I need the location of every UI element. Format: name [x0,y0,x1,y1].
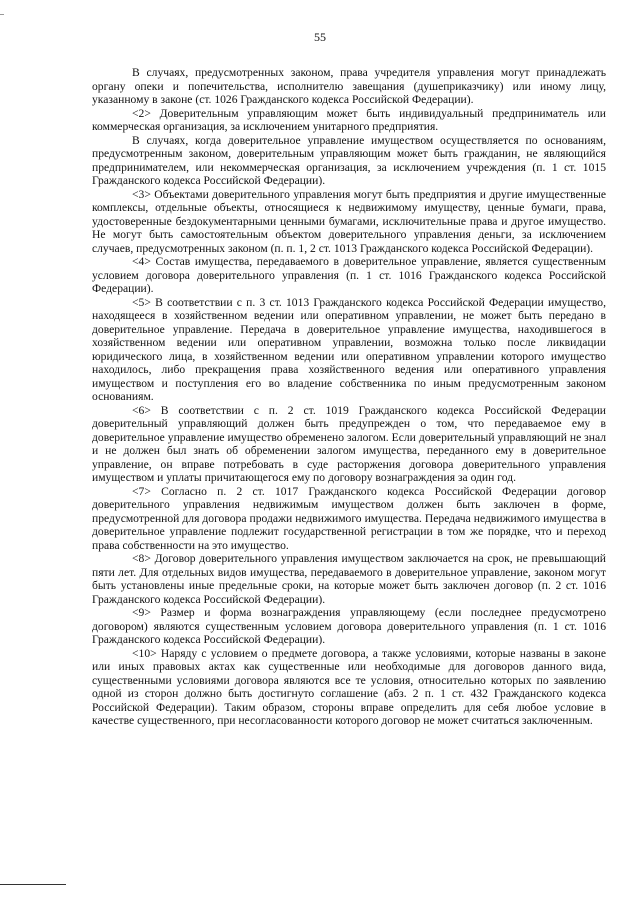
footnote-6: <6> В соответствии с п. 2 ст. 1019 Гражданского кодекса Российской Федерации доверительный управляющий должен быть предупрежден о том, что передаваемое ему в доверительное управление имущество обременено залогом. Если доверительный управляющий не знал и не должен был знать об обременении залогом имущества, переданного ему в доверительное управление, он вправе потребовать в суде расторжения договора доверительного управления имуществом и уплаты причитающегося ему по договору вознаграждения за один год. [92,403,606,484]
footnote-7: <7> Согласно п. 2 ст. 1017 Гражданского кодекса Российской Федерации договор доверительного управления недвижимым имуществом должен быть заключен в форме, предусмотренной для договора продажи недвижимого имущества. Передача недвижимого имущества в доверительное управление подлежит государственной регистрации в том же порядке, что и переход права собственности на это имущество. [92,484,606,552]
paragraph-1: В случаях, предусмотренных законом, права учредителя управления могут принадлежать органу опеки и попечительства, исполнителю завещания (душеприказчику) или иному лицу, указанному в законе (ст. 1026 Гражданского кодекса Российской Федерации). [92,66,606,106]
footnote-5: <5> В соответствии с п. 3 ст. 1013 Гражданского кодекса Российской Федерации имущество, находящееся в хозяйственном ведении или оперативном управлении, не может быть передано в доверительное управление. Передача в доверительное управление имущества, находившегося в хозяйственном ведении или оперативном управлении, возможна только после ликвидации юридического лица, в хозяйственном ведении или оперативном управлении которого имущество находилось, либо прекращения права хозяйственного ведения или оперативного управления имуществом и поступления его во владение собственника по иным предусмотренным законом основаниям. [92,295,606,403]
paragraph-3: В случаях, когда доверительное управление имуществом осуществляется по основаниям, предусмотренным законом, доверительным управляющим может быть гражданин, не являющийся предпринимателем, или некоммерческая организация, за исключением учреждения (п. 1 ст. 1015 Гражданского кодекса Российской Федерации). [92,133,606,187]
footnote-10: <10> Наряду с условием о предмете договора, а также условиями, которые названы в законе или иных правовых актах как существенные или необходимые для договоров данного вида, существенными условиями договора являются все те условия, относительно которых по заявлению одной из сторон должно быть достигнуто соглашение (абз. 2 п. 1 ст. 432 Гражданского кодекса Российской Федерации). Таким образом, стороны вправе определить для себя любое условие в качестве существенного, при несогласованности которого договор не может считаться заключенным. [92,646,606,727]
footnotes-text-block [92,66,606,728]
footnote-9: <9> Размер и форма вознаграждения управляющему (если последнее предусмотрено договором) являются существенным условием договора доверительного управления (п. 1 ст. 1016 Гражданского кодекса Российской Федерации). [92,606,606,646]
bottom-divider-line [0,884,66,885]
footnote-4: <4> Состав имущества, передаваемого в доверительное управление, является существенным условием договора доверительного управления (п. 1 ст. 1016 Гражданского кодекса Российской Федерации). [92,255,606,295]
footnote-2: <2> Доверительным управляющим может быть индивидуальный предприниматель или коммерческая организация, за исключением унитарного предприятия. [92,106,606,133]
footnote-8: <8> Договор доверительного управления имуществом заключается на срок, не превышающий пяти лет. Для отдельных видов имущества, передаваемого в доверительное управление, законом могут быть установлены иные предельные сроки, на которые может быть заключен договор (п. 2 ст. 1016 Гражданского кодекса Российской Федерации). [92,552,606,606]
scan-margin-mark [0,14,4,15]
footnote-3: <3> Объектами доверительного управления могут быть предприятия и другие имущественные комплексы, отдельные объекты, относящиеся к недвижимому имуществу, ценные бумаги, права, удостоверенные бездокументарными ценными бумагами, исключительные права и другое имущество. Не могут быть самостоятельным объектом доверительного управления деньги, за исключением случаев, предусмотренных законом (п. п. 1, 2 ст. 1013 Гражданского кодекса Российской Федерации). [92,187,606,255]
page-number: 55 [314,30,326,44]
